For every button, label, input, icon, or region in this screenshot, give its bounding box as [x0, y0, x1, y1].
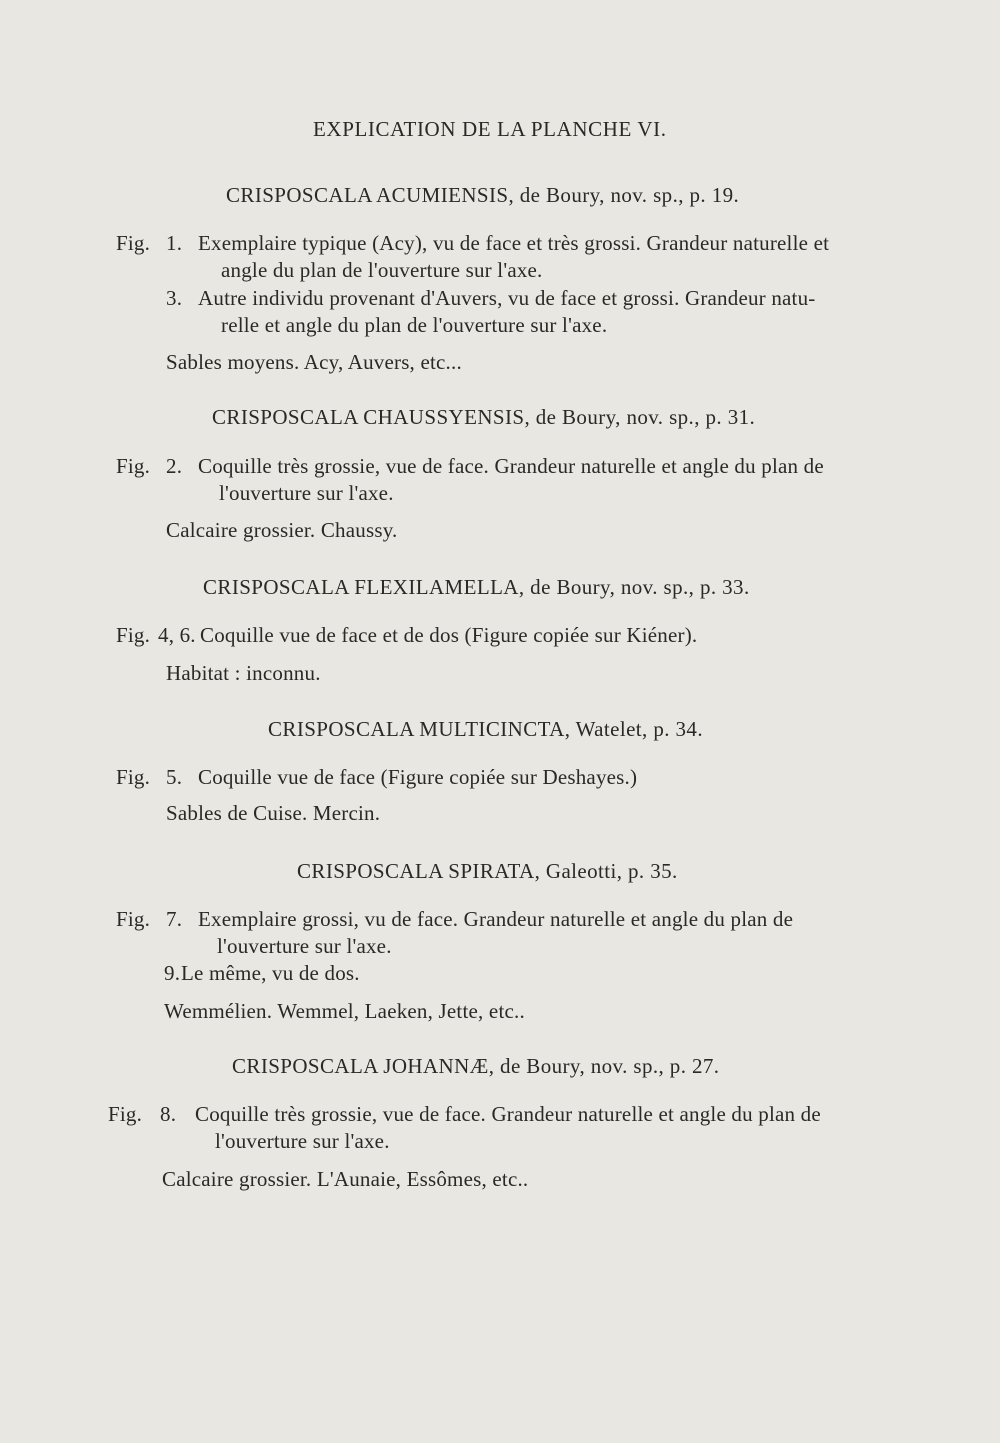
- plate-title: EXPLICATION DE LA PLANCHE VI.: [313, 117, 667, 141]
- species-heading: CRISPOSCALA MULTICINCTA, Watelet, p. 34.: [268, 717, 703, 741]
- fig-number: 2.: [166, 454, 183, 478]
- fig-number: 4, 6.: [158, 623, 196, 647]
- fig-caption-line: l'ouverture sur l'axe.: [217, 934, 392, 958]
- fig-caption-line: l'ouverture sur l'axe.: [215, 1129, 390, 1153]
- fig-caption-line: Autre individu provenant d'Auvers, vu de face et grossi. Grandeur natu-: [198, 286, 816, 310]
- fig-number: 9.: [164, 961, 181, 985]
- locality-line: Calcaire grossier. L'Aunaie, Essômes, etc..: [162, 1167, 529, 1191]
- fig-caption-line: relle et angle du plan de l'ouverture sur l'axe.: [221, 313, 608, 337]
- fig-label: Fig.: [116, 454, 151, 478]
- fig-caption-line: Coquille très grossie, vue de face. Grandeur naturelle et angle du plan de: [198, 454, 824, 478]
- fig-label: Fig.: [108, 1102, 143, 1126]
- fig-caption-line: Le même, vu de dos.: [181, 961, 360, 985]
- locality-line: Sables moyens. Acy, Auvers, etc...: [166, 350, 462, 374]
- fig-number: 8.: [160, 1102, 177, 1126]
- fig-label: Fig.: [116, 231, 151, 255]
- locality-line: Wemmélien. Wemmel, Laeken, Jette, etc..: [164, 999, 525, 1023]
- locality-line: Habitat : inconnu.: [166, 661, 321, 685]
- fig-number: 7.: [166, 907, 183, 931]
- fig-label: Fig.: [116, 907, 151, 931]
- species-heading: CRISPOSCALA FLEXILAMELLA, de Boury, nov. sp., p. 33.: [203, 575, 750, 599]
- species-heading: CRISPOSCALA JOHANNÆ, de Boury, nov. sp., p. 27.: [232, 1054, 720, 1078]
- locality-line: Calcaire grossier. Chaussy.: [166, 518, 398, 542]
- fig-caption-line: Exemplaire typique (Acy), vu de face et très grossi. Grandeur naturelle et: [198, 231, 830, 255]
- fig-label: Fig.: [116, 765, 151, 789]
- fig-number: 5.: [166, 765, 183, 789]
- species-heading: CRISPOSCALA SPIRATA, Galeotti, p. 35.: [297, 859, 678, 883]
- fig-caption-line: Coquille très grossie, vue de face. Grandeur naturelle et angle du plan de: [195, 1102, 821, 1126]
- fig-label: Fig.: [116, 623, 151, 647]
- species-heading: CRISPOSCALA ACUMIENSIS, de Boury, nov. sp., p. 19.: [226, 183, 740, 207]
- fig-number: 3.: [166, 286, 183, 310]
- fig-caption-line: Coquille vue de face et de dos (Figure copiée sur Kiéner).: [200, 623, 698, 647]
- fig-caption-line: Exemplaire grossi, vu de face. Grandeur naturelle et angle du plan de: [198, 907, 794, 931]
- fig-caption-line: angle du plan de l'ouverture sur l'axe.: [221, 258, 543, 282]
- fig-caption-line: Coquille vue de face (Figure copiée sur Deshayes.): [198, 765, 638, 789]
- fig-caption-line: l'ouverture sur l'axe.: [219, 481, 394, 505]
- fig-number: 1.: [166, 231, 183, 255]
- species-heading: CRISPOSCALA CHAUSSYENSIS, de Boury, nov. sp., p. 31.: [212, 405, 756, 429]
- locality-line: Sables de Cuise. Mercin.: [166, 801, 381, 825]
